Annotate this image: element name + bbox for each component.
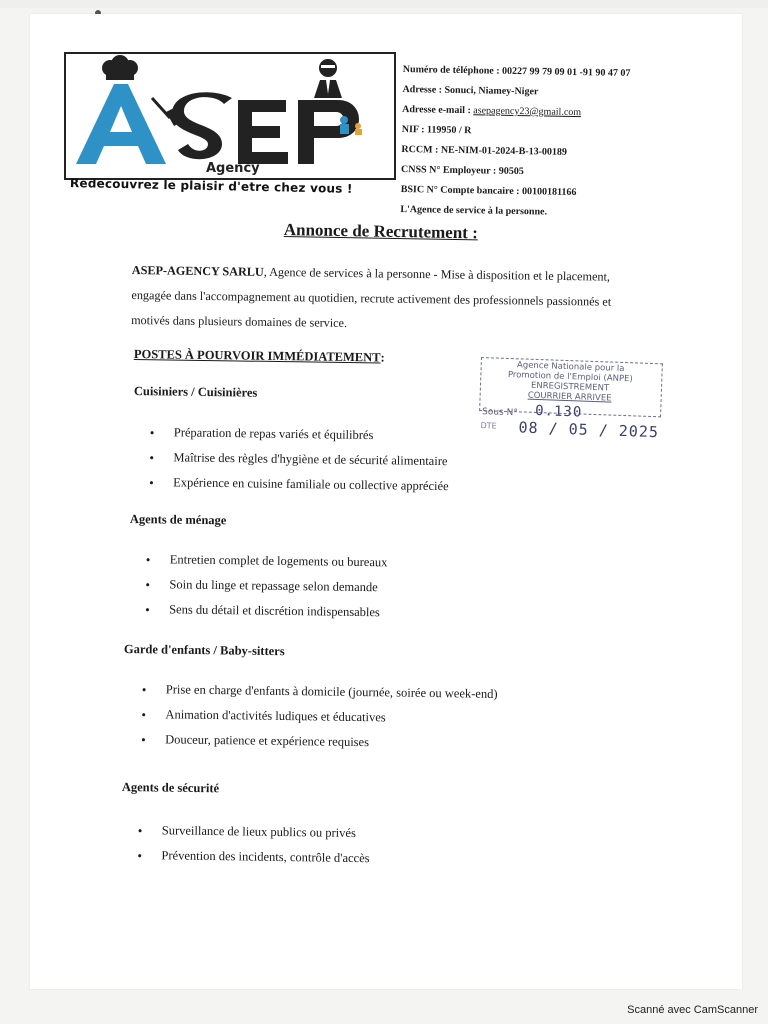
scanner-watermark: Scanné avec CamScanner <box>627 1004 758 1016</box>
stamp-line-2: Promotion de l'Emploi (ANPE) <box>507 369 633 385</box>
list-item: • Entretien complet de logements ou bureaux <box>146 547 388 575</box>
stamp-line-4: COURRIER ARRIVEE <box>527 390 612 404</box>
chef-hat-icon <box>102 55 138 80</box>
section-heading-menage: Agents de ménage <box>129 512 227 528</box>
contact-nif: NIF : 119950 / R <box>401 123 472 137</box>
list-garde-enfants <box>141 677 498 757</box>
list-item: • Surveillance de lieux publics ou privés <box>138 818 370 846</box>
stamp-number: 0.130 <box>534 402 583 421</box>
asep-logo <box>64 52 396 180</box>
company-name: ASEP-AGENCY SARLU <box>131 262 264 279</box>
section-heading-garde-enfants: Garde d'enfants / Baby-sitters <box>123 642 285 659</box>
contact-email-link[interactable]: asepagency23@gmail.com <box>473 105 582 119</box>
list-item: • Animation d'activités ludiques et éducatives <box>141 702 497 732</box>
contact-tagline: L'Agence de service à la personne. <box>400 203 548 218</box>
letter-a-icon <box>76 84 166 164</box>
anpe-stamp <box>478 357 665 442</box>
asep-logo-graphic <box>66 54 394 178</box>
list-item: • Maîtrise des règles d'hygiène et de sécurité alimentaire <box>149 445 449 474</box>
stamp-sous-label: Sous N° <box>481 407 518 419</box>
letter-p-icon <box>298 100 359 164</box>
scan-top-edge <box>0 0 768 8</box>
security-agent-icon <box>314 59 342 98</box>
list-item: • Prise en charge d'enfants à domicile (journée, soirée ou week-end) <box>142 677 498 707</box>
contact-address: Adresse : Sonuci, Niamey-Niger <box>402 83 539 98</box>
list-item: • Soin du linge et repassage selon demande <box>145 572 387 600</box>
logo-slogan: Redecouvrez le plaisir d'etre chez vous ! <box>69 176 353 196</box>
intro-paragraph <box>131 258 622 340</box>
contact-bank: BSIC N° Compte bancaire : 00100181166 <box>400 183 577 199</box>
stamp-line-1: Agence Nationale pour la <box>516 360 625 375</box>
list-item: • Douceur, patience et expérience requises <box>141 727 497 757</box>
posts-heading-text: POSTES À POURVOIR IMMÉDIATEMENT <box>133 347 381 365</box>
intro-text: , Agence de services à la personne - Mise à disposition et le placement, engagée dans l'accompagnement au quotidien, recrute activement des professionnels passionnés et motivés dans plusieurs domaines de service. <box>131 264 612 331</box>
posts-heading-colon: : <box>380 350 385 365</box>
list-item: • Préparation de repas variés et équilibrés <box>150 420 450 449</box>
list-item: • Sens du détail et discrétion indispensables <box>145 597 387 625</box>
section-heading-cuisiniers: Cuisiniers / Cuisinières <box>133 384 258 400</box>
logo-sub-label: Agency <box>206 161 260 176</box>
contact-email-label: Adresse e-mail : <box>402 103 474 117</box>
letter-s-icon <box>172 92 232 159</box>
page-title: Annonce de Recrutement : <box>283 220 479 243</box>
contact-block <box>400 60 703 225</box>
letter-e-icon <box>238 100 288 164</box>
stamp-date-prefix: DTE <box>480 421 497 431</box>
contact-phone: Numéro de téléphone : 00227 99 79 09 01 -91 90 47 07 <box>402 63 631 79</box>
stamp-line-3: ENREGISTREMENT <box>530 380 610 394</box>
contact-rccm: RCCM : NE-NIM-01-2024-B-13-00189 <box>401 143 568 158</box>
list-securite <box>137 818 370 871</box>
list-item: • Expérience en cuisine familiale ou collective appréciée <box>149 470 449 499</box>
stamp-date: 08 / 05 / 2025 <box>518 418 660 442</box>
list-item: • Prévention des incidents, contrôle d'accès <box>137 843 369 871</box>
list-cuisiniers <box>149 420 450 499</box>
contact-cnss: CNSS N° Employeur : 90505 <box>400 163 524 178</box>
section-heading-securite: Agents de sécurité <box>121 780 220 796</box>
list-menage <box>145 547 388 625</box>
